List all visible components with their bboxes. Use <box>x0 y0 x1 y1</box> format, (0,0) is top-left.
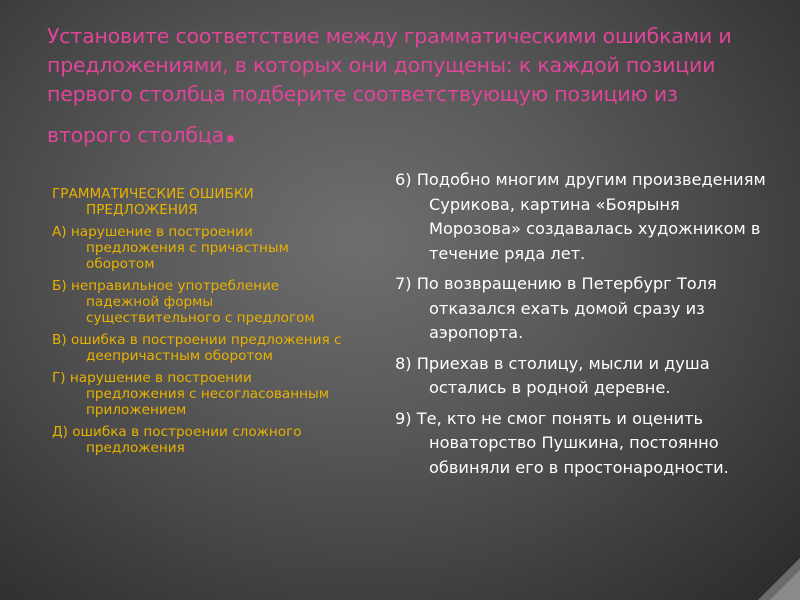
sentence-item-7: 7) По возвращению в Петербург Толя отказался ехать домой сразу из аэропорта. <box>395 274 717 342</box>
slide-title <box>47 22 777 155</box>
error-item-a: А) нарушение в построении предложения с причастным оборотом <box>52 224 289 272</box>
sentences-column <box>395 168 770 486</box>
title-last-text: второго столбца <box>47 123 224 147</box>
title-period: . <box>223 111 237 151</box>
title-last-line <box>47 111 777 155</box>
header-line-2: ПРЕДЛОЖЕНИЯ <box>86 202 198 218</box>
error-item-b: Б) неправильное употребление падежной формы существительного с предлогом <box>52 278 315 326</box>
sentence-item-8: 8) Приехав в столицу, мысли и душа остались в родной деревне. <box>395 353 710 397</box>
page-curl-shade <box>770 570 800 600</box>
grammar-errors-column <box>52 186 352 456</box>
title-main-text: Установите соответствие между грамматическими ошибками и предложениями, в которых они допущены: к каждой позиции первого столбца подберите соответствующую позицию из <box>47 24 732 106</box>
error-item-v: В) ошибка в построении предложения с деепричастным оборотом <box>52 332 342 364</box>
sentence-item-6: 6) Подобно многим другим произведениям Сурикова, картина «Боярыня Морозова» создавалась художником в течение ряда лет. <box>395 170 766 263</box>
header-line-1: ГРАММАТИЧЕСКИЕ ОШИБКИ <box>52 186 254 202</box>
column-header <box>52 186 352 218</box>
sentence-item-9: 9) Те, кто не смог понять и оценить новаторство Пушкина, постоянно обвиняли его в простонародности. <box>395 408 729 477</box>
error-item-g: Г) нарушение в построении предложения с несогласованным приложением <box>52 370 330 418</box>
error-item-d: Д) ошибка в построении сложного предложения <box>52 424 302 456</box>
